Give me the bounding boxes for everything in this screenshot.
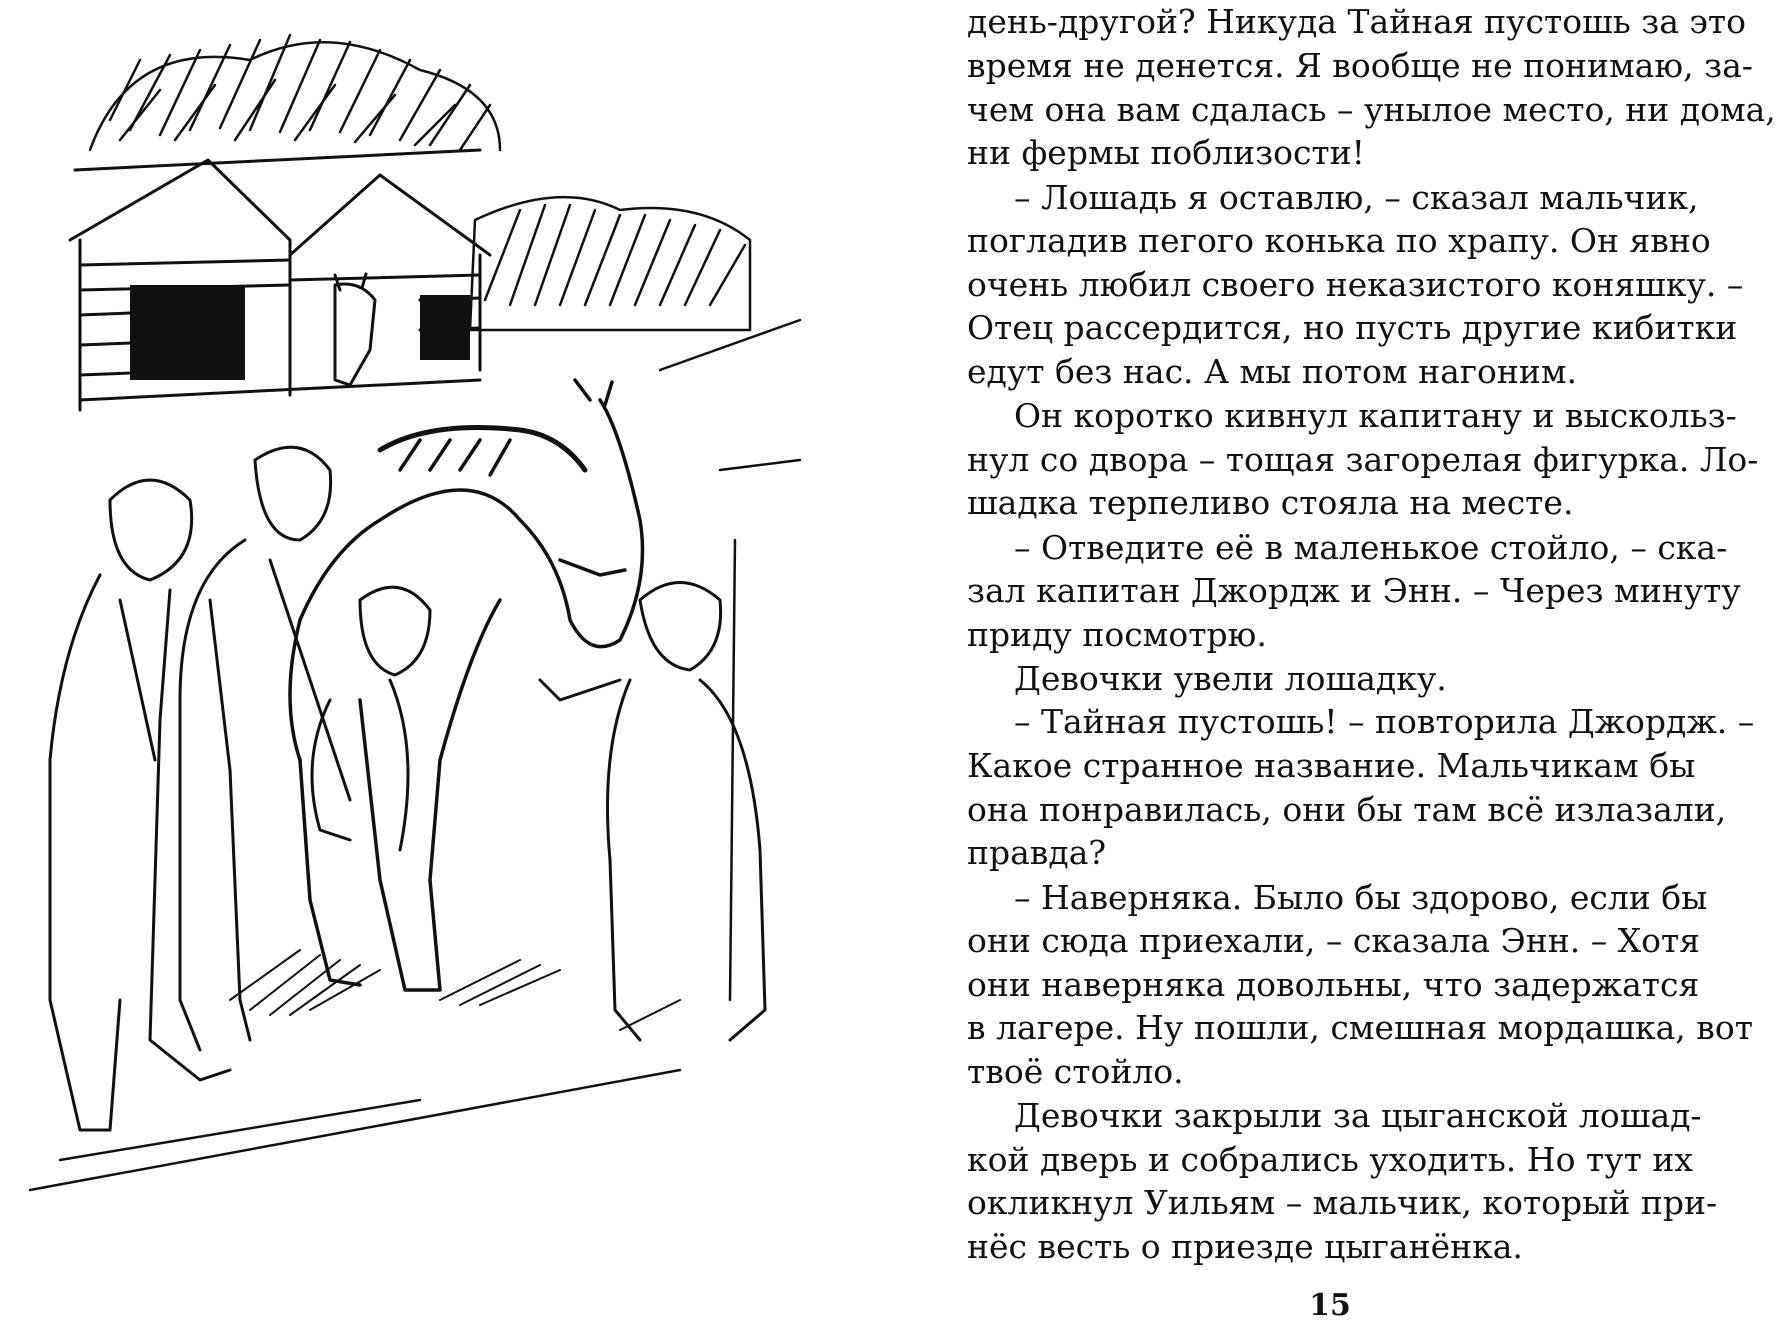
text-line: едут без нас. А мы потом нагоним. <box>967 352 1578 391</box>
text-line: – Наверняка. Было бы здорово, если бы <box>1014 878 1708 917</box>
text-line: шадка терпеливо стояла на месте. <box>967 483 1574 522</box>
text-line: твоё стойло. <box>967 1052 1184 1091</box>
text-line: в лагере. Ну пошли, смешная мордашка, вот <box>967 1008 1753 1047</box>
text-line: приду посмотрю. <box>967 615 1267 654</box>
text-line: Какое странное название. Мальчикам бы <box>967 746 1696 785</box>
text-line: нул со двора – тощая загорелая фигурка. Ло- <box>967 440 1759 479</box>
text-line: – Отведите её в маленькое стойло, – ска- <box>1014 528 1728 567</box>
text-line: день-другой? Никуда Тайная пустошь за это <box>967 2 1747 41</box>
text-line: она понравилась, они бы там всё излазали, <box>967 790 1727 829</box>
text-line: погладив пегого конька по храпу. Он явно <box>967 221 1711 260</box>
illustration-horse-and-children <box>0 0 820 1230</box>
text-line: правда? <box>967 833 1107 872</box>
text-line: Девочки увели лошадку. <box>1014 659 1447 698</box>
text-line: – Тайная пустошь! – повторила Джордж. – <box>1014 702 1755 741</box>
text-line: ни фермы поблизости! <box>967 133 1365 172</box>
text-line: очень любил своего неказистого коняшку. – <box>967 265 1744 304</box>
text-line: чем она вам сдалась – унылое место, ни дома, <box>967 90 1776 129</box>
text-line: Он коротко кивнул капитану и выскольз- <box>1014 396 1737 435</box>
text-line: время не денется. Я вообще не понимаю, за- <box>967 46 1753 85</box>
child-left <box>50 480 230 1130</box>
text-line: Отец рассердится, но пусть другие кибитки <box>967 308 1738 347</box>
text-line: они наверняка довольны, что задержатся <box>967 965 1700 1004</box>
text-line: Девочки закрыли за цыганской лошад- <box>1014 1096 1702 1135</box>
horse <box>290 380 643 990</box>
text-line: кой дверь и собрались уходить. Но тут их <box>967 1140 1693 1179</box>
text-line: – Лошадь я оставлю, – сказал мальчик, <box>1014 178 1699 217</box>
text-line: зал капитан Джордж и Энн. – Через минуту <box>967 571 1741 610</box>
child-right <box>540 540 765 1040</box>
text-line: они сюда приехали, – сказала Энн. – Хотя <box>967 921 1701 960</box>
stable-building <box>70 150 490 410</box>
text-line: нёс весть о приезде цыганёнка. <box>967 1227 1523 1266</box>
text-line: окликнул Уильям – мальчик, который при- <box>967 1183 1718 1222</box>
page-number: 15 <box>1309 1288 1351 1323</box>
